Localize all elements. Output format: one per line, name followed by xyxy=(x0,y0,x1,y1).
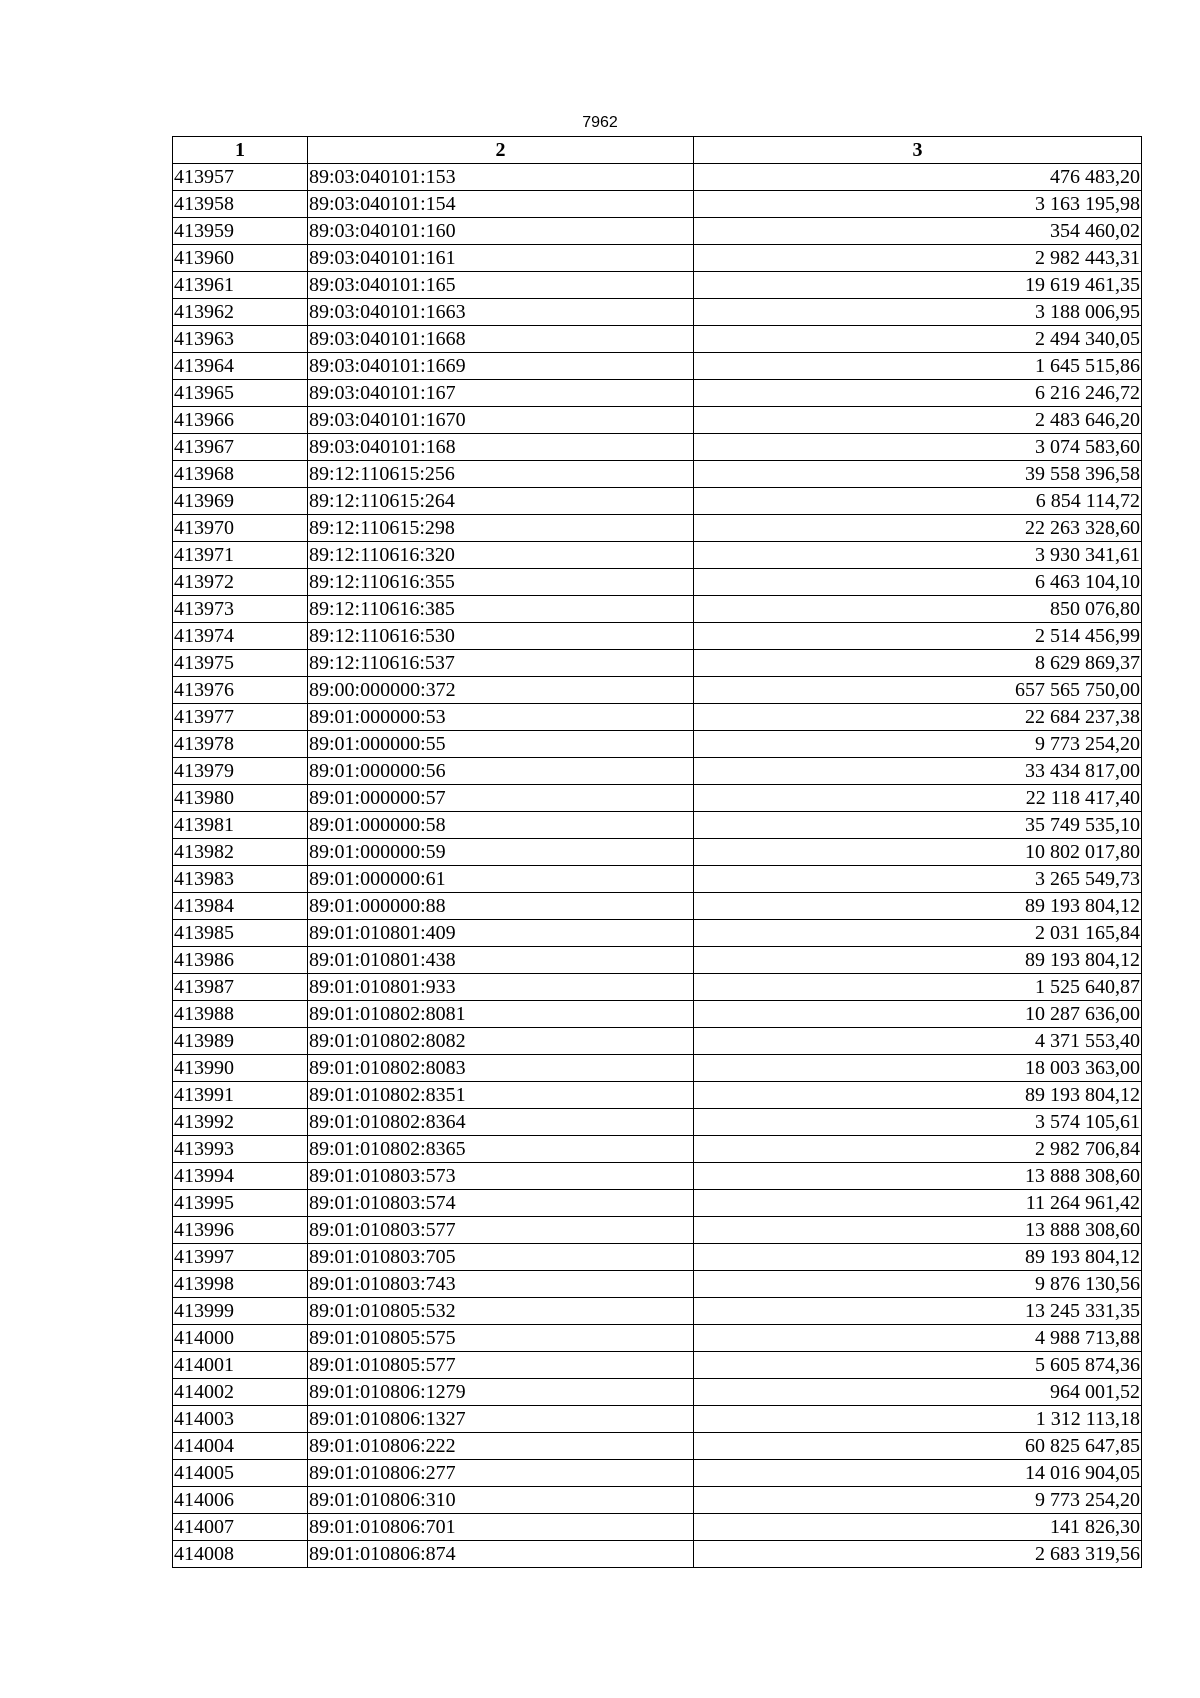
row-number: 413996 xyxy=(173,1217,308,1244)
row-number: 413994 xyxy=(173,1163,308,1190)
cadastral-value: 10 287 636,00 xyxy=(694,1001,1142,1028)
cadastral-value: 2 982 443,31 xyxy=(694,245,1142,272)
row-number: 413958 xyxy=(173,191,308,218)
table-body xyxy=(173,164,1142,1568)
cadastral-value: 2 494 340,05 xyxy=(694,326,1142,353)
table-row xyxy=(173,515,1142,542)
row-number: 413969 xyxy=(173,488,308,515)
cadastral-number: 89:03:040101:153 xyxy=(308,164,694,191)
cadastral-number: 89:01:000000:88 xyxy=(308,893,694,920)
table-row xyxy=(173,974,1142,1001)
cadastral-number: 89:01:010801:933 xyxy=(308,974,694,1001)
cadastral-number: 89:01:010802:8081 xyxy=(308,1001,694,1028)
cadastral-value: 13 888 308,60 xyxy=(694,1217,1142,1244)
registry-table xyxy=(172,136,1142,1568)
cadastral-number: 89:01:010803:573 xyxy=(308,1163,694,1190)
cadastral-number: 89:03:040101:154 xyxy=(308,191,694,218)
table-row xyxy=(173,650,1142,677)
row-number: 413997 xyxy=(173,1244,308,1271)
cadastral-value: 5 605 874,36 xyxy=(694,1352,1142,1379)
cadastral-value: 850 076,80 xyxy=(694,596,1142,623)
cadastral-number: 89:03:040101:1669 xyxy=(308,353,694,380)
cadastral-value: 18 003 363,00 xyxy=(694,1055,1142,1082)
page-number: 7962 xyxy=(582,114,618,131)
cadastral-value: 964 001,52 xyxy=(694,1379,1142,1406)
cadastral-value: 6 854 114,72 xyxy=(694,488,1142,515)
cadastral-value: 3 574 105,61 xyxy=(694,1109,1142,1136)
cadastral-value: 13 888 308,60 xyxy=(694,1163,1142,1190)
table-row xyxy=(173,1028,1142,1055)
cadastral-number: 89:03:040101:1670 xyxy=(308,407,694,434)
row-number: 413964 xyxy=(173,353,308,380)
row-number: 413980 xyxy=(173,785,308,812)
cadastral-number: 89:01:010803:705 xyxy=(308,1244,694,1271)
row-number: 413983 xyxy=(173,866,308,893)
cadastral-number: 89:01:010802:8351 xyxy=(308,1082,694,1109)
row-number: 414000 xyxy=(173,1325,308,1352)
row-number: 413962 xyxy=(173,299,308,326)
cadastral-value: 2 982 706,84 xyxy=(694,1136,1142,1163)
cadastral-value: 22 118 417,40 xyxy=(694,785,1142,812)
cadastral-number: 89:03:040101:167 xyxy=(308,380,694,407)
cadastral-number: 89:12:110615:298 xyxy=(308,515,694,542)
table-row xyxy=(173,758,1142,785)
cadastral-number: 89:01:000000:55 xyxy=(308,731,694,758)
cadastral-value: 33 434 817,00 xyxy=(694,758,1142,785)
table-row xyxy=(173,866,1142,893)
cadastral-number: 89:03:040101:160 xyxy=(308,218,694,245)
table-row xyxy=(173,272,1142,299)
cadastral-value: 60 825 647,85 xyxy=(694,1433,1142,1460)
table-row xyxy=(173,623,1142,650)
column-header-2: 2 xyxy=(308,137,694,164)
row-number: 413970 xyxy=(173,515,308,542)
cadastral-value: 141 826,30 xyxy=(694,1514,1142,1541)
row-number: 414003 xyxy=(173,1406,308,1433)
cadastral-value: 2 031 165,84 xyxy=(694,920,1142,947)
row-number: 413961 xyxy=(173,272,308,299)
header-row xyxy=(173,137,1142,164)
row-number: 413967 xyxy=(173,434,308,461)
table-row xyxy=(173,839,1142,866)
row-number: 414008 xyxy=(173,1541,308,1568)
cadastral-value: 657 565 750,00 xyxy=(694,677,1142,704)
row-number: 414005 xyxy=(173,1460,308,1487)
table-row xyxy=(173,1433,1142,1460)
row-number: 413960 xyxy=(173,245,308,272)
table-row xyxy=(173,1136,1142,1163)
cadastral-number: 89:01:010806:874 xyxy=(308,1541,694,1568)
row-number: 413990 xyxy=(173,1055,308,1082)
table-row xyxy=(173,812,1142,839)
cadastral-value: 19 619 461,35 xyxy=(694,272,1142,299)
cadastral-number: 89:01:000000:58 xyxy=(308,812,694,839)
row-number: 413991 xyxy=(173,1082,308,1109)
cadastral-value: 1 312 113,18 xyxy=(694,1406,1142,1433)
row-number: 413976 xyxy=(173,677,308,704)
cadastral-number: 89:01:000000:61 xyxy=(308,866,694,893)
cadastral-value: 89 193 804,12 xyxy=(694,947,1142,974)
table-row xyxy=(173,1109,1142,1136)
cadastral-number: 89:01:010806:277 xyxy=(308,1460,694,1487)
row-number: 413973 xyxy=(173,596,308,623)
cadastral-value: 35 749 535,10 xyxy=(694,812,1142,839)
cadastral-value: 14 016 904,05 xyxy=(694,1460,1142,1487)
table-row xyxy=(173,1514,1142,1541)
cadastral-value: 89 193 804,12 xyxy=(694,1244,1142,1271)
row-number: 413959 xyxy=(173,218,308,245)
cadastral-number: 89:01:000000:57 xyxy=(308,785,694,812)
table-row xyxy=(173,1379,1142,1406)
table-row xyxy=(173,164,1142,191)
cadastral-value: 22 263 328,60 xyxy=(694,515,1142,542)
cadastral-number: 89:12:110615:256 xyxy=(308,461,694,488)
row-number: 413966 xyxy=(173,407,308,434)
table-row xyxy=(173,1244,1142,1271)
cadastral-value: 1 525 640,87 xyxy=(694,974,1142,1001)
table-row xyxy=(173,1001,1142,1028)
cadastral-number: 89:01:010806:1279 xyxy=(308,1379,694,1406)
table-row xyxy=(173,326,1142,353)
table-row xyxy=(173,1298,1142,1325)
table-row xyxy=(173,191,1142,218)
column-header-1: 1 xyxy=(173,137,308,164)
table-row xyxy=(173,1352,1142,1379)
table-row xyxy=(173,1541,1142,1568)
table-row xyxy=(173,947,1142,974)
cadastral-value: 39 558 396,58 xyxy=(694,461,1142,488)
cadastral-number: 89:01:010806:1327 xyxy=(308,1406,694,1433)
cadastral-number: 89:01:010802:8365 xyxy=(308,1136,694,1163)
cadastral-number: 89:01:010802:8082 xyxy=(308,1028,694,1055)
cadastral-value: 11 264 961,42 xyxy=(694,1190,1142,1217)
cadastral-value: 476 483,20 xyxy=(694,164,1142,191)
row-number: 413972 xyxy=(173,569,308,596)
cadastral-number: 89:03:040101:165 xyxy=(308,272,694,299)
table-row xyxy=(173,1406,1142,1433)
cadastral-value: 354 460,02 xyxy=(694,218,1142,245)
cadastral-value: 9 876 130,56 xyxy=(694,1271,1142,1298)
table-row xyxy=(173,1082,1142,1109)
cadastral-value: 3 930 341,61 xyxy=(694,542,1142,569)
row-number: 413985 xyxy=(173,920,308,947)
row-number: 413992 xyxy=(173,1109,308,1136)
cadastral-value: 89 193 804,12 xyxy=(694,893,1142,920)
cadastral-value: 3 163 195,98 xyxy=(694,191,1142,218)
table-row xyxy=(173,893,1142,920)
table-row xyxy=(173,353,1142,380)
cadastral-number: 89:03:040101:1663 xyxy=(308,299,694,326)
row-number: 414006 xyxy=(173,1487,308,1514)
table-row xyxy=(173,434,1142,461)
table-row xyxy=(173,1217,1142,1244)
cadastral-value: 13 245 331,35 xyxy=(694,1298,1142,1325)
cadastral-number: 89:01:010802:8083 xyxy=(308,1055,694,1082)
row-number: 413988 xyxy=(173,1001,308,1028)
row-number: 413974 xyxy=(173,623,308,650)
cadastral-number: 89:03:040101:1668 xyxy=(308,326,694,353)
row-number: 413989 xyxy=(173,1028,308,1055)
cadastral-number: 89:01:010801:409 xyxy=(308,920,694,947)
row-number: 414007 xyxy=(173,1514,308,1541)
table-row xyxy=(173,704,1142,731)
cadastral-value: 89 193 804,12 xyxy=(694,1082,1142,1109)
row-number: 413981 xyxy=(173,812,308,839)
row-number: 413999 xyxy=(173,1298,308,1325)
cadastral-value: 10 802 017,80 xyxy=(694,839,1142,866)
cadastral-value: 4 371 553,40 xyxy=(694,1028,1142,1055)
cadastral-value: 3 074 583,60 xyxy=(694,434,1142,461)
cadastral-number: 89:01:010806:701 xyxy=(308,1514,694,1541)
table-row xyxy=(173,218,1142,245)
row-number: 413984 xyxy=(173,893,308,920)
row-number: 413968 xyxy=(173,461,308,488)
table-row xyxy=(173,920,1142,947)
row-number: 413998 xyxy=(173,1271,308,1298)
cadastral-value: 9 773 254,20 xyxy=(694,731,1142,758)
table-row xyxy=(173,731,1142,758)
cadastral-value: 2 514 456,99 xyxy=(694,623,1142,650)
cadastral-number: 89:01:000000:53 xyxy=(308,704,694,731)
row-number: 413993 xyxy=(173,1136,308,1163)
cadastral-number: 89:01:010802:8364 xyxy=(308,1109,694,1136)
table-row xyxy=(173,407,1142,434)
row-number: 413978 xyxy=(173,731,308,758)
cadastral-number: 89:12:110616:385 xyxy=(308,596,694,623)
table-row xyxy=(173,1055,1142,1082)
table-row xyxy=(173,569,1142,596)
row-number: 414004 xyxy=(173,1433,308,1460)
cadastral-number: 89:01:010803:577 xyxy=(308,1217,694,1244)
row-number: 413975 xyxy=(173,650,308,677)
table-row xyxy=(173,1271,1142,1298)
cadastral-value: 1 645 515,86 xyxy=(694,353,1142,380)
table-row xyxy=(173,1325,1142,1352)
table-row xyxy=(173,1487,1142,1514)
cadastral-number: 89:12:110616:537 xyxy=(308,650,694,677)
cadastral-number: 89:01:010805:575 xyxy=(308,1325,694,1352)
cadastral-number: 89:01:010801:438 xyxy=(308,947,694,974)
cadastral-value: 6 216 246,72 xyxy=(694,380,1142,407)
cadastral-number: 89:03:040101:161 xyxy=(308,245,694,272)
row-number: 413987 xyxy=(173,974,308,1001)
table-row xyxy=(173,542,1142,569)
cadastral-number: 89:12:110616:530 xyxy=(308,623,694,650)
cadastral-number: 89:03:040101:168 xyxy=(308,434,694,461)
cadastral-value: 9 773 254,20 xyxy=(694,1487,1142,1514)
table-row xyxy=(173,785,1142,812)
cadastral-value: 2 483 646,20 xyxy=(694,407,1142,434)
column-header-3: 3 xyxy=(694,137,1142,164)
cadastral-number: 89:01:000000:59 xyxy=(308,839,694,866)
cadastral-number: 89:01:000000:56 xyxy=(308,758,694,785)
row-number: 413971 xyxy=(173,542,308,569)
table-row xyxy=(173,299,1142,326)
cadastral-value: 3 265 549,73 xyxy=(694,866,1142,893)
row-number: 413986 xyxy=(173,947,308,974)
cadastral-value: 22 684 237,38 xyxy=(694,704,1142,731)
row-number: 413982 xyxy=(173,839,308,866)
table-header xyxy=(173,137,1142,164)
row-number: 414001 xyxy=(173,1352,308,1379)
cadastral-value: 6 463 104,10 xyxy=(694,569,1142,596)
cadastral-number: 89:12:110615:264 xyxy=(308,488,694,515)
table-row xyxy=(173,1460,1142,1487)
cadastral-value: 2 683 319,56 xyxy=(694,1541,1142,1568)
cadastral-number: 89:01:010803:743 xyxy=(308,1271,694,1298)
cadastral-number: 89:01:010803:574 xyxy=(308,1190,694,1217)
cadastral-number: 89:12:110616:320 xyxy=(308,542,694,569)
cadastral-number: 89:01:010805:532 xyxy=(308,1298,694,1325)
row-number: 413995 xyxy=(173,1190,308,1217)
row-number: 413957 xyxy=(173,164,308,191)
row-number: 413963 xyxy=(173,326,308,353)
row-number: 413979 xyxy=(173,758,308,785)
table-row xyxy=(173,488,1142,515)
table-row xyxy=(173,677,1142,704)
row-number: 413965 xyxy=(173,380,308,407)
table-row xyxy=(173,1190,1142,1217)
cadastral-value: 4 988 713,88 xyxy=(694,1325,1142,1352)
cadastral-number: 89:01:010805:577 xyxy=(308,1352,694,1379)
cadastral-number: 89:12:110616:355 xyxy=(308,569,694,596)
table-row xyxy=(173,1163,1142,1190)
cadastral-number: 89:00:000000:372 xyxy=(308,677,694,704)
row-number: 414002 xyxy=(173,1379,308,1406)
cadastral-value: 3 188 006,95 xyxy=(694,299,1142,326)
cadastral-value: 8 629 869,37 xyxy=(694,650,1142,677)
table-row xyxy=(173,245,1142,272)
table-row xyxy=(173,380,1142,407)
cadastral-number: 89:01:010806:310 xyxy=(308,1487,694,1514)
cadastral-number: 89:01:010806:222 xyxy=(308,1433,694,1460)
table-row xyxy=(173,461,1142,488)
row-number: 413977 xyxy=(173,704,308,731)
table-row xyxy=(173,596,1142,623)
